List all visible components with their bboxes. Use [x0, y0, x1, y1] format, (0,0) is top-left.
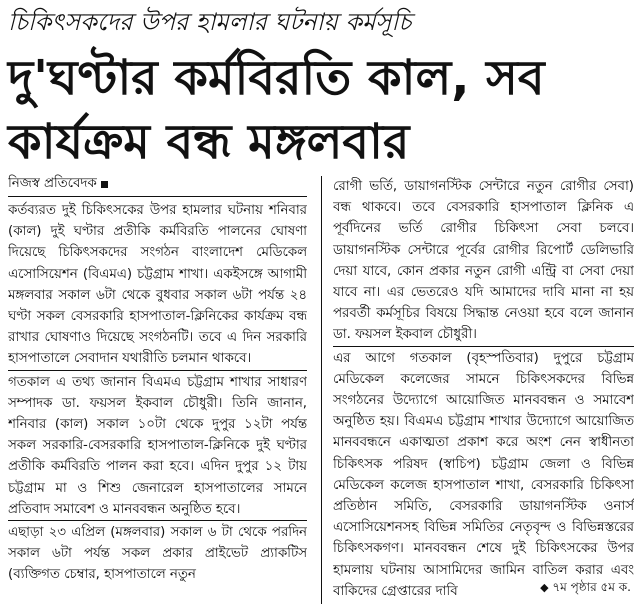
- paragraph: এছাড়া ২৩ এপ্রিল (মঙ্গলবার) সকাল ৬ টা থেকে পরদিন সকাল ৬টা পর্যন্ত সকল প্রকার প্রাইভেট প্র্যাকটিস (ব্যক্তিগত চেম্বার, হাসপাতালে নতুন: [8, 520, 307, 586]
- headline-line-2: কার্যক্রম বন্ধ মঙ্গলবার: [8, 114, 410, 170]
- column-divider: [321, 176, 322, 604]
- headline-line-1: দু'ঘণ্টার কর্মবিরতি কাল, সব: [8, 50, 545, 106]
- paragraph: রোগী ভর্তি, ডায়াগনস্টিক সেন্টারে নতুন রোগীর সেবা) বন্ধ থাকবে। তবে বেসরকারি হাসপাতাল ক্লিনিক এ পূর্বদিনের ভর্তি রোগীর চিকিৎসা সেবা চলবে। ডায়াগনস্টিক সেন্টারে পূর্বের রোগীর রিপোর্ট ডেলিভারি দেয়া যাবে, কোন প্রকার নতুন রোগী এন্ট্রি বা সেবা দেয়া যাবে না। এর ভেতরেও যদি আমাদের দাবি মানা না হয় পরবর্তী কর্মসূচির বিষয়ে সিদ্ধান্ত নেওয়া হবে বলে জানান ডা. ফয়সল ইকবাল চৌধুরী।: [333, 179, 634, 343]
- continuation-arrow-icon: ◆: [540, 581, 549, 594]
- article-column-left: [8, 172, 307, 608]
- byline-text: নিজস্ব প্রতিবেদক: [8, 176, 97, 192]
- paragraph: গতকাল এ তথ্য জানান বিএমএ চট্টগ্রাম শাখার সাধারণ সম্পাদক ডা. ফয়সল ইকবাল চৌধুরী। তিনি জানান, শনিবার (কাল) সকাল ১০টা থেকে দুপুর ১২টা পর্যন্ত সকল সরকারি-বেসরকারি হাসপাতাল-ক্লিনিকে দুই ঘণ্টার প্রতীকি কর্মবিরতি পালন করা হবে। এদিন দুপুর ১২ টায় চট্টগ্রাম মা ও শিশু জেনারেল হাসপাতালের সামনে প্রতিবাদ সমাবেশ ও মানববন্ধন অনুষ্ঠিত হবে।: [8, 370, 307, 520]
- paragraph: এর আগে গতকাল (বৃহস্পতিবার) দুপুরে চট্টগ্রাম মেডিকেল কলেজের সামনে চিকিৎসকদের বিভিন্ন সংগঠনের উদ্যোগে আয়োজিত মানববন্ধন ও সমাবেশ অনুষ্ঠিত হয়। বিএমএ চট্টগ্রাম শাখার উদ্যোগে আয়োজিত মানববন্ধনে একাত্মতা প্রকাশ করে অংশ নেন স্বাধীনতা চিকিৎসক পরিষদ (স্বাচিপ) চট্টগ্রাম জেলা ও বিভিন্ন মেডিকেল কলেজ হাসপাতাল শাখা, বেসরকারি চিকিৎসা প্রতিষ্ঠান সমিতি, বেসরকারি ডায়াগনস্টিক ওনার্স এসোসিয়েশনসহ বিভিন্ন সমিতির নেতৃবৃন্দ ও বিভিন্নস্তরের চিকিৎসকগণ। মানববন্ধন শেষে দুই চিকিৎসকের উপর হামলায় ঘটনায় আসামিদের জামিন বাতিল করার এবং বাকিদের গ্রেপ্তারের দাবি: [333, 346, 634, 602]
- continuation-text: ৭ম পৃষ্ঠার ৫ম ক.: [552, 580, 631, 594]
- article-column-right: [333, 176, 634, 608]
- paragraph: কর্তব্যরত দুই চিকিৎসকের উপর হামলার ঘটনায় শনিবার (কাল) দুই ঘণ্টার প্রতীকি কর্মবিরতি পালনের ঘোষণা দিয়েছে চিকিৎসকদের সংগঠন বাংলাদেশ মেডিকেল এসোসিয়েশন (বিএমএ) চট্টগ্রাম শাখা। একইসঙ্গে আগামী মঙ্গলবার সকাল ৬টা থেকে বুধবার সকাল ৬টা পর্যন্ত ২৪ ঘণ্টা সকল বেসরকারি হাসপাতাল-ক্লিনিকের কার্যক্রম বন্ধ রাখার ঘোষণাও দিয়েছে সংগঠনটি। তবে এ দিন সরকারি হাসপাতালে সেবাদান যথারীতি চলমান থাকবে।: [8, 203, 307, 367]
- kicker: চিকিৎসকদের উপর হামলার ঘটনায় কর্মসূচি: [8, 8, 412, 36]
- byline: [8, 172, 307, 197]
- continuation-note: [540, 577, 631, 598]
- headline: [8, 46, 627, 174]
- square-bullet-icon: [101, 181, 108, 188]
